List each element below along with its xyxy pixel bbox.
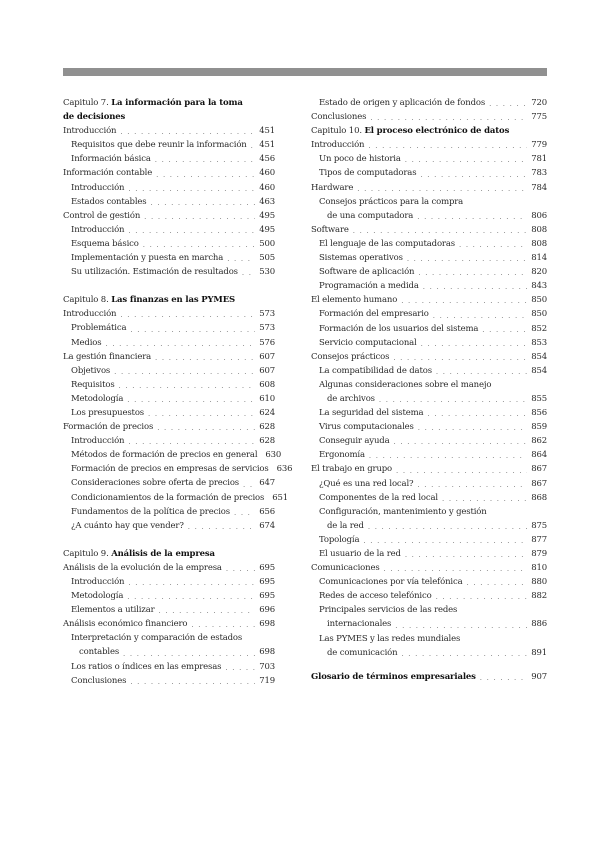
toc-entry-line: Consejos prácticos para la compra bbox=[319, 196, 464, 207]
toc-entry[interactable]: Condicionamientos de la formación de precios 651 bbox=[63, 491, 275, 505]
toc-entry[interactable]: Esquema básico . . . 500 bbox=[63, 237, 275, 251]
page-number: 854 bbox=[531, 351, 547, 362]
toc-entry[interactable]: Introducción . . . 460 bbox=[63, 181, 275, 195]
toc-entry[interactable]: Conclusiones . . . 719 bbox=[63, 674, 275, 688]
page-number: 859 bbox=[531, 422, 547, 433]
page-number: 877 bbox=[531, 534, 547, 545]
chapter-label: Capitulo 10. bbox=[311, 126, 362, 137]
page-number: 628 bbox=[259, 436, 275, 447]
page-number: 820 bbox=[531, 267, 547, 278]
toc-entry[interactable]: Análisis económico financiero . . . 698 bbox=[63, 617, 275, 631]
toc-entry[interactable]: Elementos a utilizar . . . 696 bbox=[63, 603, 275, 617]
page-number: 855 bbox=[531, 393, 547, 404]
page-number: 779 bbox=[531, 140, 547, 151]
toc-entry[interactable]: El elemento humano . . . 850 bbox=[311, 293, 547, 307]
toc-entry[interactable]: Introducción . . . 495 bbox=[63, 223, 275, 237]
toc-entry[interactable]: Su utilización. Estimación de resultados . . . 530 bbox=[63, 265, 275, 279]
toc-right-column bbox=[311, 96, 547, 684]
toc-entry[interactable]: Métodos de formación de precios en general 630 bbox=[63, 448, 275, 462]
page-number: 674 bbox=[259, 520, 275, 531]
toc-entry[interactable]: Formación de precios . . . 628 bbox=[63, 420, 275, 434]
toc-entry[interactable]: de la red . . . 875 bbox=[311, 519, 547, 533]
page-number: 695 bbox=[259, 591, 275, 602]
toc-entry[interactable]: Programación a medida . . . 843 bbox=[311, 279, 547, 293]
page-number: 843 bbox=[531, 281, 547, 292]
page-number: 460 bbox=[259, 182, 275, 193]
chapter-title: Análisis de la empresa bbox=[111, 548, 215, 559]
page-number: 808 bbox=[531, 224, 547, 235]
toc-entry-glossary[interactable]: Glosario de términos empresariales . . . 907 bbox=[311, 670, 547, 684]
page-number: 647 bbox=[259, 478, 275, 489]
page-number: 875 bbox=[531, 520, 547, 531]
page-number: 451 bbox=[259, 140, 275, 151]
toc-entry[interactable]: Hardware . . . 784 bbox=[311, 181, 547, 195]
page-number: 810 bbox=[531, 563, 547, 574]
toc-entry[interactable]: Introducción . . . 779 bbox=[311, 138, 547, 152]
page-number: 886 bbox=[531, 619, 547, 630]
page-number: 868 bbox=[531, 492, 547, 503]
toc-entry[interactable]: de comunicación . . . 891 bbox=[311, 646, 547, 660]
toc-entry[interactable]: Control de gestión . . . 495 bbox=[63, 209, 275, 223]
toc-entry[interactable]: Software de aplicación . . . 820 bbox=[311, 265, 547, 279]
toc-entry[interactable]: ¿A cuánto hay que vender? . . . 674 bbox=[63, 519, 275, 533]
toc-entry[interactable]: Software . . . 808 bbox=[311, 223, 547, 237]
page-number: 852 bbox=[531, 323, 547, 334]
chapter-title: El proceso electrónico de datos bbox=[364, 126, 510, 137]
page-number: 628 bbox=[259, 422, 275, 433]
toc-entry[interactable]: Los ratios o índices en las empresas . . . 703 bbox=[63, 660, 275, 674]
chapter-10-heading bbox=[311, 124, 547, 138]
toc-entry[interactable]: Problemática . . . 573 bbox=[63, 321, 275, 335]
toc-entry[interactable]: Redes de acceso telefónico . . . 882 bbox=[311, 589, 547, 603]
toc-entry[interactable]: El lenguaje de las computadoras . . . 808 bbox=[311, 237, 547, 251]
toc-entry[interactable]: Virus computacionales . . . 859 bbox=[311, 420, 547, 434]
toc-entry[interactable]: Servicio computacional . . . 853 bbox=[311, 336, 547, 350]
page-number: 856 bbox=[531, 408, 547, 419]
page-number: 862 bbox=[531, 436, 547, 447]
page-number: 608 bbox=[259, 379, 275, 390]
page-number: 703 bbox=[259, 661, 275, 672]
toc-entry[interactable]: Objetivos . . . 607 bbox=[63, 364, 275, 378]
toc-entry[interactable]: Ergonomía . . . 864 bbox=[311, 448, 547, 462]
page-number: 806 bbox=[531, 210, 547, 221]
toc-entry[interactable]: Fundamentos de la política de precios . . . 656 bbox=[63, 505, 275, 519]
page-number: 573 bbox=[259, 323, 275, 334]
toc-entry[interactable]: Conclusiones . . . 775 bbox=[311, 110, 547, 124]
toc-entry[interactable]: Medios . . . 576 bbox=[63, 336, 275, 350]
page-number: 719 bbox=[259, 675, 275, 686]
toc-entry[interactable]: Formación de los usuarios del sistema . . . 852 bbox=[311, 322, 547, 336]
header-rule bbox=[63, 68, 547, 76]
page-number: 630 bbox=[265, 450, 282, 461]
toc-entry[interactable]: de una computadora . . . 806 bbox=[311, 209, 547, 223]
toc-entry-line: Algunas consideraciones sobre el manejo bbox=[319, 379, 492, 390]
chapter-label: Capitulo 9. bbox=[63, 548, 109, 559]
toc-entry[interactable]: Estados contables . . . 463 bbox=[63, 195, 275, 209]
toc-entry[interactable]: Tipos de computadoras . . . 783 bbox=[311, 166, 547, 180]
toc-entry[interactable]: Comunicaciones por vía telefónica . . . 880 bbox=[311, 575, 547, 589]
page-number: 880 bbox=[531, 577, 547, 588]
toc-entry[interactable]: Formación de precios en empresas de servicios 636 bbox=[63, 462, 275, 476]
page-number: 698 bbox=[259, 647, 275, 658]
toc-entry-line: Configuración, mantenimiento y gestión bbox=[319, 506, 487, 517]
toc-entry[interactable]: Introducción . . . 573 bbox=[63, 307, 275, 321]
toc-entry[interactable]: El usuario de la red . . . 879 bbox=[311, 547, 547, 561]
page-number: 530 bbox=[259, 267, 275, 278]
page-number: 698 bbox=[259, 619, 275, 630]
toc-left-column bbox=[63, 96, 293, 688]
page-number: 808 bbox=[531, 238, 547, 249]
toc-entry[interactable]: Metodología . . . 610 bbox=[63, 392, 275, 406]
toc-entry[interactable]: Estado de origen y aplicación de fondos . . . 720 bbox=[311, 96, 547, 110]
page-number: 781 bbox=[531, 154, 547, 165]
page-number: 814 bbox=[531, 253, 547, 264]
toc-entry[interactable]: Consejos prácticos . . . 854 bbox=[311, 350, 547, 364]
page-number: 656 bbox=[259, 506, 275, 517]
page-number: 891 bbox=[531, 647, 547, 658]
toc-entry[interactable]: La seguridad del sistema . . . 856 bbox=[311, 406, 547, 420]
chapter-7-title-cont: de decisiones bbox=[63, 112, 126, 123]
toc-entry[interactable]: Componentes de la red local . . . 868 bbox=[311, 491, 547, 505]
page-number: 576 bbox=[259, 337, 275, 348]
page-number: 854 bbox=[531, 365, 547, 376]
page-number: 853 bbox=[531, 337, 547, 348]
toc-entry[interactable]: Topología . . . 877 bbox=[311, 533, 547, 547]
page-number: 607 bbox=[259, 351, 275, 362]
chapter-title: La información para la toma bbox=[111, 98, 243, 108]
toc-entry[interactable]: internacionales . . . 886 bbox=[311, 617, 547, 631]
page-number: 850 bbox=[531, 295, 547, 306]
page-number: 460 bbox=[259, 168, 275, 179]
toc-entry[interactable]: contables . . . 698 bbox=[63, 645, 275, 659]
page-number: 867 bbox=[531, 478, 547, 489]
toc-entry[interactable]: Información básica . . . 456 bbox=[63, 152, 275, 166]
page-number: 636 bbox=[276, 464, 293, 475]
chapter-9-heading bbox=[63, 547, 275, 561]
page-number: 867 bbox=[531, 464, 547, 475]
toc-entry[interactable]: El trabajo en grupo . . . 867 bbox=[311, 462, 547, 476]
toc-entry[interactable]: Un poco de historia . . . 781 bbox=[311, 152, 547, 166]
toc-entry-line: Las PYMES y las redes mundiales bbox=[319, 633, 461, 644]
toc-entry-line: Principales servicios de las redes bbox=[319, 605, 458, 616]
toc-entry[interactable]: Implementación y puesta en marcha . . . 505 bbox=[63, 251, 275, 265]
page-number: 695 bbox=[259, 577, 275, 587]
page-number: 456 bbox=[259, 154, 275, 165]
toc-entry-line: Interpretación y comparación de estados bbox=[71, 633, 243, 644]
chapter-label: Capitulo 7. bbox=[63, 98, 109, 108]
page-number: 610 bbox=[259, 393, 275, 404]
toc-entry[interactable]: ¿Qué es una red local? . . . 867 bbox=[311, 477, 547, 491]
toc-entry[interactable]: Introducción . . . 628 bbox=[63, 434, 275, 448]
toc-entry[interactable]: Requisitos que debe reunir la información . . . 451 bbox=[63, 138, 275, 152]
page-number: 624 bbox=[259, 407, 275, 418]
toc-entry[interactable]: Introducción . . . 695 bbox=[63, 575, 275, 589]
toc-entry[interactable]: Información contable . . . 460 bbox=[63, 166, 275, 180]
page-number: 463 bbox=[259, 196, 275, 207]
chapter-7-heading bbox=[63, 96, 275, 110]
page-number: 505 bbox=[259, 253, 275, 264]
page-number: 784 bbox=[531, 182, 547, 193]
chapter-title: Las finanzas en las PYMES bbox=[111, 295, 236, 306]
page-number: 720 bbox=[531, 98, 547, 108]
toc-entry[interactable]: Análisis de la evolución de la empresa . . . 695 bbox=[63, 561, 275, 575]
toc-entry[interactable]: La gestión financiera . . . 607 bbox=[63, 350, 275, 364]
chapter-8-heading bbox=[63, 293, 275, 307]
toc-entry[interactable]: Introducción . . . 451 bbox=[63, 124, 275, 138]
page-number: 696 bbox=[259, 605, 275, 616]
page-number: 695 bbox=[259, 562, 275, 573]
toc-entry[interactable]: Los presupuestos . . . 624 bbox=[63, 406, 275, 420]
page-number: 882 bbox=[531, 591, 547, 602]
chapter-label: Capitulo 8. bbox=[63, 295, 109, 306]
toc-entry[interactable]: Formación del empresario . . . 850 bbox=[311, 307, 547, 321]
page-number: 607 bbox=[259, 365, 275, 376]
toc-entry[interactable]: de archivos . . . 855 bbox=[311, 392, 547, 406]
toc-entry[interactable]: Metodología . . . 695 bbox=[63, 589, 275, 603]
toc-entry[interactable]: Conseguir ayuda . . . 862 bbox=[311, 434, 547, 448]
page-number: 864 bbox=[531, 450, 547, 461]
page-number: 495 bbox=[259, 224, 275, 235]
page-number: 850 bbox=[531, 309, 547, 320]
page-number: 573 bbox=[259, 309, 275, 320]
toc-entry[interactable]: Consideraciones sobre oferta de precios . . . 647 bbox=[63, 476, 275, 490]
page-number: 775 bbox=[531, 112, 547, 123]
toc-entry[interactable]: Comunicaciones . . . 810 bbox=[311, 561, 547, 575]
toc-entry[interactable]: La compatibilidad de datos . . . 854 bbox=[311, 364, 547, 378]
page-number: 500 bbox=[259, 238, 275, 249]
page-number: 495 bbox=[259, 210, 275, 221]
toc-entry[interactable]: Requisitos . . . 608 bbox=[63, 378, 275, 392]
toc-entry[interactable]: Sistemas operativos . . . 814 bbox=[311, 251, 547, 265]
page-number: 879 bbox=[531, 549, 547, 559]
page-number: 651 bbox=[272, 492, 289, 503]
page-number: 907 bbox=[531, 671, 547, 682]
page-number: 783 bbox=[531, 168, 547, 179]
page-number: 451 bbox=[259, 126, 275, 137]
